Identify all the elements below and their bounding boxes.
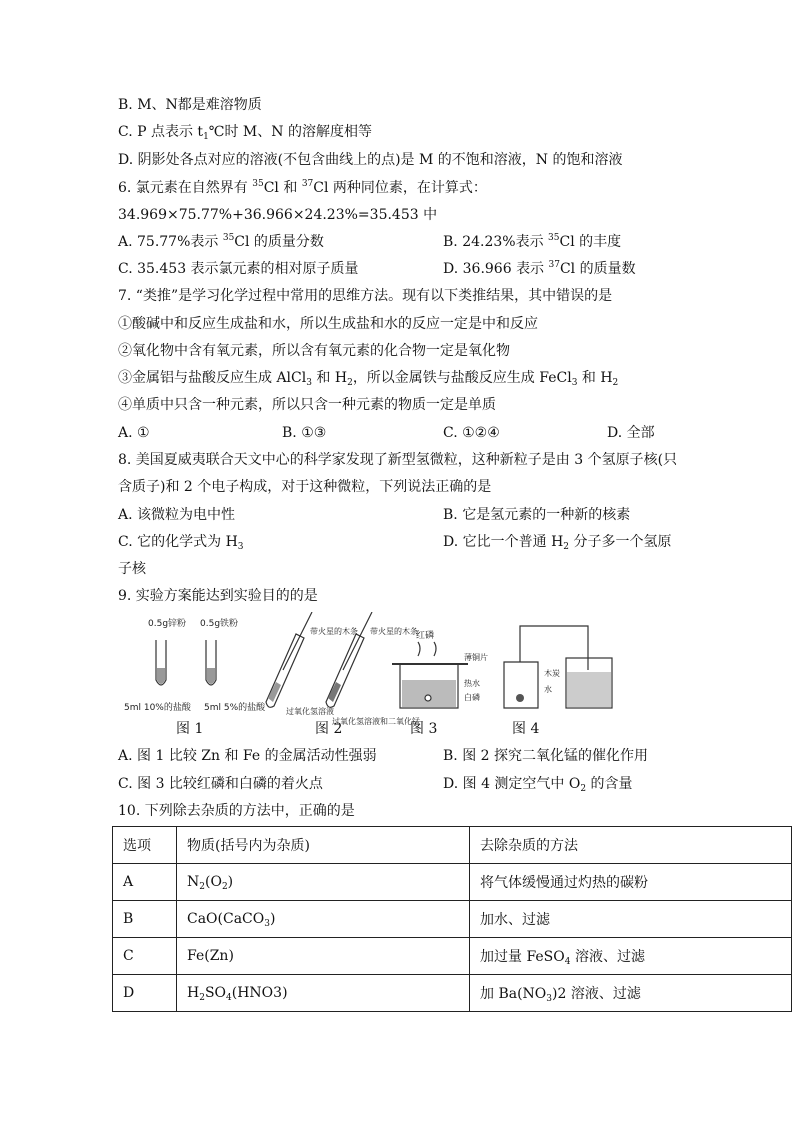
fig3-label-sheet: 薄铜片 [464, 653, 488, 662]
q10-c-m-a: 加过量 FeSO [480, 949, 565, 965]
fig2-label-bot-2: 过氧化氢溶液和二氧化锰 [332, 717, 420, 726]
fig2-label-top-1: 带火星的木条 [310, 627, 358, 636]
q5-option-c-text-2: ℃时 M、N 的溶解度相等 [208, 124, 372, 140]
q10-a-s-b: (O [204, 874, 222, 890]
q10-header-substance: 物质(括号内为杂质) [177, 827, 470, 864]
q7-option-d: D. 全部 [607, 425, 655, 441]
q10-table [112, 826, 792, 1012]
q7-stem: 7. “类推”是学习化学过程中常用的思维方法。现有以下类推结果，其中错误的是 [118, 288, 613, 304]
q5-option-c-text: C. P 点表示 t [118, 124, 204, 140]
q9-option-a: A. 图 1 比较 Zn 和 Fe 的金属活动性强弱 [118, 748, 377, 764]
table-row [113, 938, 792, 975]
q8-d-sub: 2 [563, 542, 570, 552]
fig3-water [402, 680, 456, 707]
q7-s3-sub3: 3 [571, 378, 578, 388]
table-row [113, 975, 792, 1012]
q6-sup-2: 37 [301, 179, 314, 189]
q7-option-b: B. ①③ [282, 425, 327, 441]
q10-b-s-b: ) [269, 911, 276, 927]
q10-b-s-sub1: 3 [264, 919, 270, 929]
q9-d-pre: D. 图 4 测定空气中 O [443, 776, 581, 792]
q10-header-method: 去除杂质的方法 [470, 827, 792, 864]
fig2-label-top-2: 带火星的木条 [370, 627, 418, 636]
fig1-label-fe: 0.5g铁粉 [200, 619, 239, 629]
q8-option-d-wrap: 子核 [118, 561, 146, 577]
q9-d-sub: 2 [580, 784, 587, 794]
fig3-smoke [418, 642, 436, 656]
fig2-splint-1 [283, 612, 312, 670]
q10-row-a-method: 将气体缓慢通过灼热的碳粉 [470, 864, 792, 901]
q6-b-sup: 35 [548, 233, 560, 243]
q10-row-b-method: 加水、过滤 [470, 901, 792, 938]
q6-option-a [118, 232, 324, 252]
q10-b-s-a: CaO(CaCO [187, 911, 265, 927]
q10-d-s-c: (HNO3) [231, 985, 288, 1001]
q10-table-header [113, 827, 792, 864]
fig4-tube [520, 626, 588, 670]
q10-a-s-c: ) [227, 874, 234, 890]
fig2-caption: 图 2 [315, 721, 343, 737]
fig3-label-white: 白磷 [464, 693, 480, 702]
q10-d-s-a: H [187, 985, 200, 1001]
fig4-label-c: 木炭 [544, 669, 560, 678]
q7-s3-c: ，所以金属铁与盐酸反应生成 FeCl [352, 370, 572, 386]
q5-option-b: B. M、N都是难溶物质 [118, 97, 262, 113]
q10-d-s-b: SO [204, 985, 227, 1001]
q6-stem [118, 178, 487, 198]
fig2-splint-2 [343, 612, 372, 670]
q7-s3-sub1: 3 [306, 378, 312, 388]
fig1-label-acid-2: 5ml 5%的盐酸 [204, 703, 266, 713]
q10-a-s-sub2: 2 [221, 882, 228, 892]
q9-option-c: C. 图 3 比较红磷和白磷的着火点 [118, 776, 323, 792]
q10-row-d-substance [177, 975, 470, 1012]
q6-b-pre: B. 24.23%表示 [443, 234, 549, 250]
q10-d-m-a: 加 Ba(NO [480, 986, 547, 1002]
q6-stem-b: Cl 和 [263, 180, 302, 196]
q10-row-c-option: C [113, 938, 177, 975]
q6-d-post: Cl 的质量数 [559, 261, 636, 277]
table-row [113, 864, 792, 901]
q10-c-m-b: 溶液、过滤 [570, 949, 645, 965]
q8-option-a: A. 该微粒为电中性 [118, 507, 236, 523]
q8-c-pre: C. 它的化学式为 H [118, 534, 238, 550]
q10-c-m-sub: 4 [564, 957, 571, 967]
q10-row-d-option: D [113, 975, 177, 1012]
q5-option-d: D. 阴影处各点对应的溶液(不包含曲线上的点)是 M 的不饱和溶液，N 的饱和溶液 [118, 152, 623, 168]
fig1-label-zn: 0.5g锌粉 [148, 619, 187, 629]
q6-a-sup: 35 [222, 233, 235, 243]
q10-stem: 10. 下列除去杂质的方法中，正确的是 [118, 803, 355, 819]
q6-sup-1: 35 [252, 179, 264, 189]
q7-s3-a: ③金属铝与盐酸反应生成 AlCl [118, 370, 307, 386]
q10-row-b-option: B [113, 901, 177, 938]
q7-statement-2: ②氧化物中含有氧元素，所以含有氧元素的化合物一定是氧化物 [118, 343, 510, 359]
fig1-label-acid-1: 5ml 10%的盐酸 [124, 703, 191, 713]
q10-row-a-option: A [113, 864, 177, 901]
q8-c-sub: 3 [237, 542, 244, 552]
fig4-label-w: 水 [544, 685, 552, 694]
q10-d-m-sub: 3 [546, 994, 553, 1004]
q6-option-b [443, 232, 621, 252]
q10-a-s-a: N [187, 874, 200, 890]
q7-option-c: C. ①②④ [443, 425, 500, 441]
q10-row-c-substance: Fe(Zn) [177, 938, 470, 975]
q10-d-s-sub2: 4 [226, 993, 232, 1003]
q7-option-a: A. ① [118, 425, 150, 441]
q5-option-c-sub: 1 [203, 132, 209, 142]
q9-option-b: B. 图 2 探究二氧化锰的催化作用 [443, 748, 648, 764]
q6-b-post: Cl 的丰度 [559, 234, 622, 250]
q7-s3-sub2: 2 [347, 378, 353, 388]
q9-option-d [443, 774, 633, 794]
fig4-illustration [504, 626, 612, 708]
q8-option-c [118, 532, 244, 552]
q5-option-c [118, 122, 372, 142]
fig1-acid-2 [207, 668, 215, 684]
q8-d-post: 分子多一个氢原 [569, 534, 672, 550]
q6-d-sup: 37 [548, 260, 560, 270]
fig3-label-red: 红磷 [416, 631, 435, 641]
fig2-label-bot-1: 过氧化氢溶液 [286, 707, 334, 716]
q9-d-post: 的含量 [586, 776, 633, 792]
q10-row-c-method [470, 938, 792, 975]
q6-stem-a: 6. 氯元素在自然界有 [118, 180, 253, 196]
q7-statement-3 [118, 368, 618, 388]
q6-a-pre: A. 75.77%表示 [118, 234, 223, 250]
q10-row-d-method [470, 975, 792, 1012]
q8-stem-line2: 含质子)和 2 个电子构成，对于这种微粒，下列说法正确的是 [118, 479, 492, 495]
q8-stem-line1: 8. 美国夏威夷联合天文中心的科学家发现了新型氢微粒，这种新粒子是由 3 个氢原子核(只 [118, 452, 678, 468]
fig1-acid-1 [157, 668, 165, 684]
table-row [113, 901, 792, 938]
fig3-label-water: 热水 [464, 679, 480, 688]
q7-statement-1: ①酸碱中和反应生成盐和水，所以生成盐和水的反应一定是中和反应 [118, 316, 538, 332]
fig3-white-p [425, 695, 431, 701]
q8-d-pre: D. 它比一个普通 H [443, 534, 564, 550]
fig4-water [567, 672, 611, 707]
q6-formula: 34.969×75.77%+36.966×24.23%=35.453 中 [118, 207, 438, 223]
q10-d-m-b: )2 溶液、过滤 [552, 986, 641, 1002]
q8-option-d [443, 532, 671, 552]
q10-row-a-substance [177, 864, 470, 901]
q10-row-b-substance [177, 901, 470, 938]
q6-option-c: C. 35.453 表示氯元素的相对原子质量 [118, 261, 359, 277]
q7-statement-4: ④单质中只含一种元素，所以只含一种元素的物质一定是单质 [118, 397, 496, 413]
q6-stem-c: Cl 两种同位素，在计算式： [313, 180, 487, 196]
q8-option-b: B. 它是氢元素的一种新的核素 [443, 507, 631, 523]
fig1-caption: 图 1 [176, 721, 204, 737]
q9-stem: 9. 实验方案能达到实验目的的是 [118, 588, 318, 604]
fig1-illustration [156, 640, 216, 685]
q7-s3-d: 和 H [577, 370, 613, 386]
q6-option-d [443, 259, 636, 279]
q10-d-s-sub1: 2 [199, 993, 205, 1003]
fig3-illustration [392, 642, 468, 708]
q10-a-s-sub1: 2 [199, 882, 205, 892]
q9-figures [118, 612, 678, 732]
fig3-caption: 图 3 [410, 721, 438, 737]
q6-d-pre: D. 36.966 表示 [443, 261, 549, 277]
q7-s3-b: 和 H [311, 370, 348, 386]
fig4-caption: 图 4 [512, 721, 540, 737]
q10-header-option: 选项 [113, 827, 177, 864]
q7-s3-sub4: 2 [612, 378, 619, 388]
fig4-charcoal [516, 694, 524, 702]
q6-a-post: Cl 的质量分数 [234, 234, 324, 250]
